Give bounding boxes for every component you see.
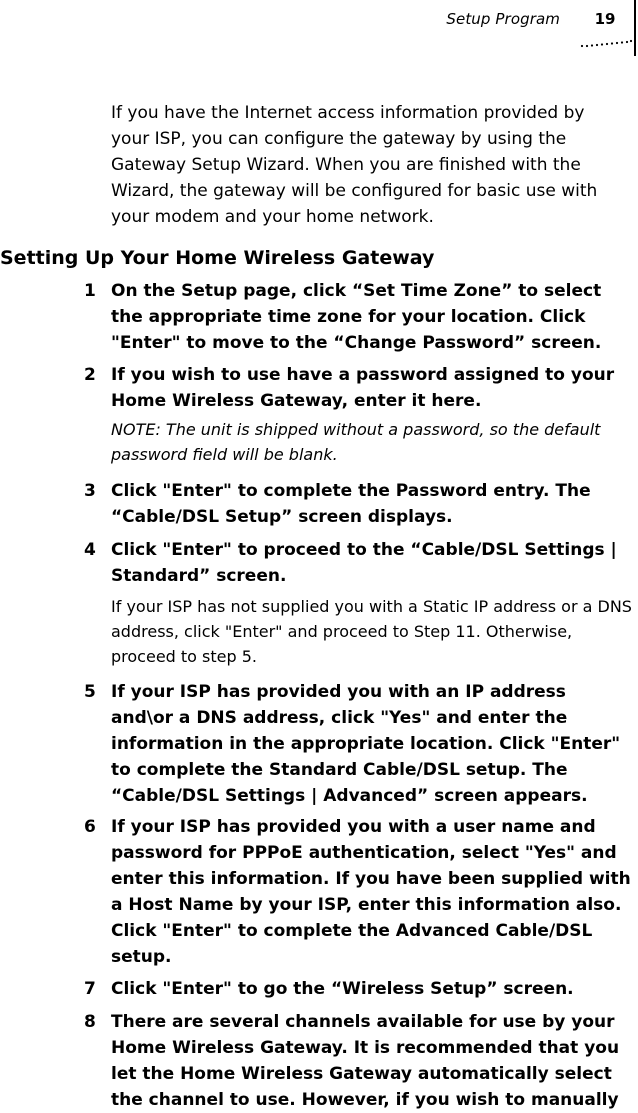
step-number: 8 <box>84 1012 96 1032</box>
step-number: 6 <box>84 817 96 837</box>
header-dotted-flourish <box>580 30 636 50</box>
step-note: NOTE: The unit is shipped without a password, so the default password field will be blank. <box>111 420 601 464</box>
step-instruction: Click "Enter" to complete the Password entry. The “Cable/DSL Setup” screen displays. <box>111 481 591 527</box>
step-body-text: If your ISP has not supplied you with a Static IP address or a DNS address, click "Enter" and proceed to Step 11. Otherwise, proceed to step 5. <box>111 597 632 666</box>
running-header-title: Setup Program <box>446 10 560 28</box>
step-number: 2 <box>84 365 96 385</box>
step-number: 7 <box>84 979 96 999</box>
step-number: 1 <box>84 281 96 301</box>
section-heading: Setting Up Your Home Wireless Gateway <box>0 247 435 269</box>
step-number: 3 <box>84 481 96 501</box>
intro-paragraph: If you have the Internet access information provided by your ISP, you can configure the gateway by using the Gateway Setup Wizard. When you are finished with the Wizard, the gateway will be configured for basic use with your modem and your home network. <box>111 103 598 227</box>
step-instruction: If you wish to use have a password assigned to your Home Wireless Gateway, enter it here. <box>111 365 615 411</box>
step-instruction: There are several channels available for use by your Home Wireless Gateway. It is recommended that you let the Home Wireless Gateway automatically select the channel to use. However, if you wish to manually <box>111 1012 620 1110</box>
step-instruction: If your ISP has provided you with an IP address and\or a DNS address, click "Yes" and enter the information in the appropriate location. Click "Enter" to complete the Standard Cable/DSL setup. The “Cable/DSL Settings | Advanced” screen appears. <box>111 682 621 806</box>
step-instruction: On the Setup page, click “Set Time Zone” to select the appropriate time zone for your location. Click "Enter" to move to the “Change Password” screen. <box>111 281 602 353</box>
step-instruction: Click "Enter" to proceed to the “Cable/DSL Settings | Standard” screen. <box>111 540 617 586</box>
step-number: 5 <box>84 682 96 702</box>
step-number: 4 <box>84 540 96 560</box>
page-number: 19 <box>594 10 616 28</box>
step-instruction: If your ISP has provided you with a user name and password for PPPoE authentication, select "Yes" and enter this information. If you have been supplied with a Host Name by your ISP, enter this information also. Click "Enter" to complete the Advanced Cable/DSL setup. <box>111 817 631 967</box>
step-instruction: Click "Enter" to go the “Wireless Setup” screen. <box>111 979 574 999</box>
